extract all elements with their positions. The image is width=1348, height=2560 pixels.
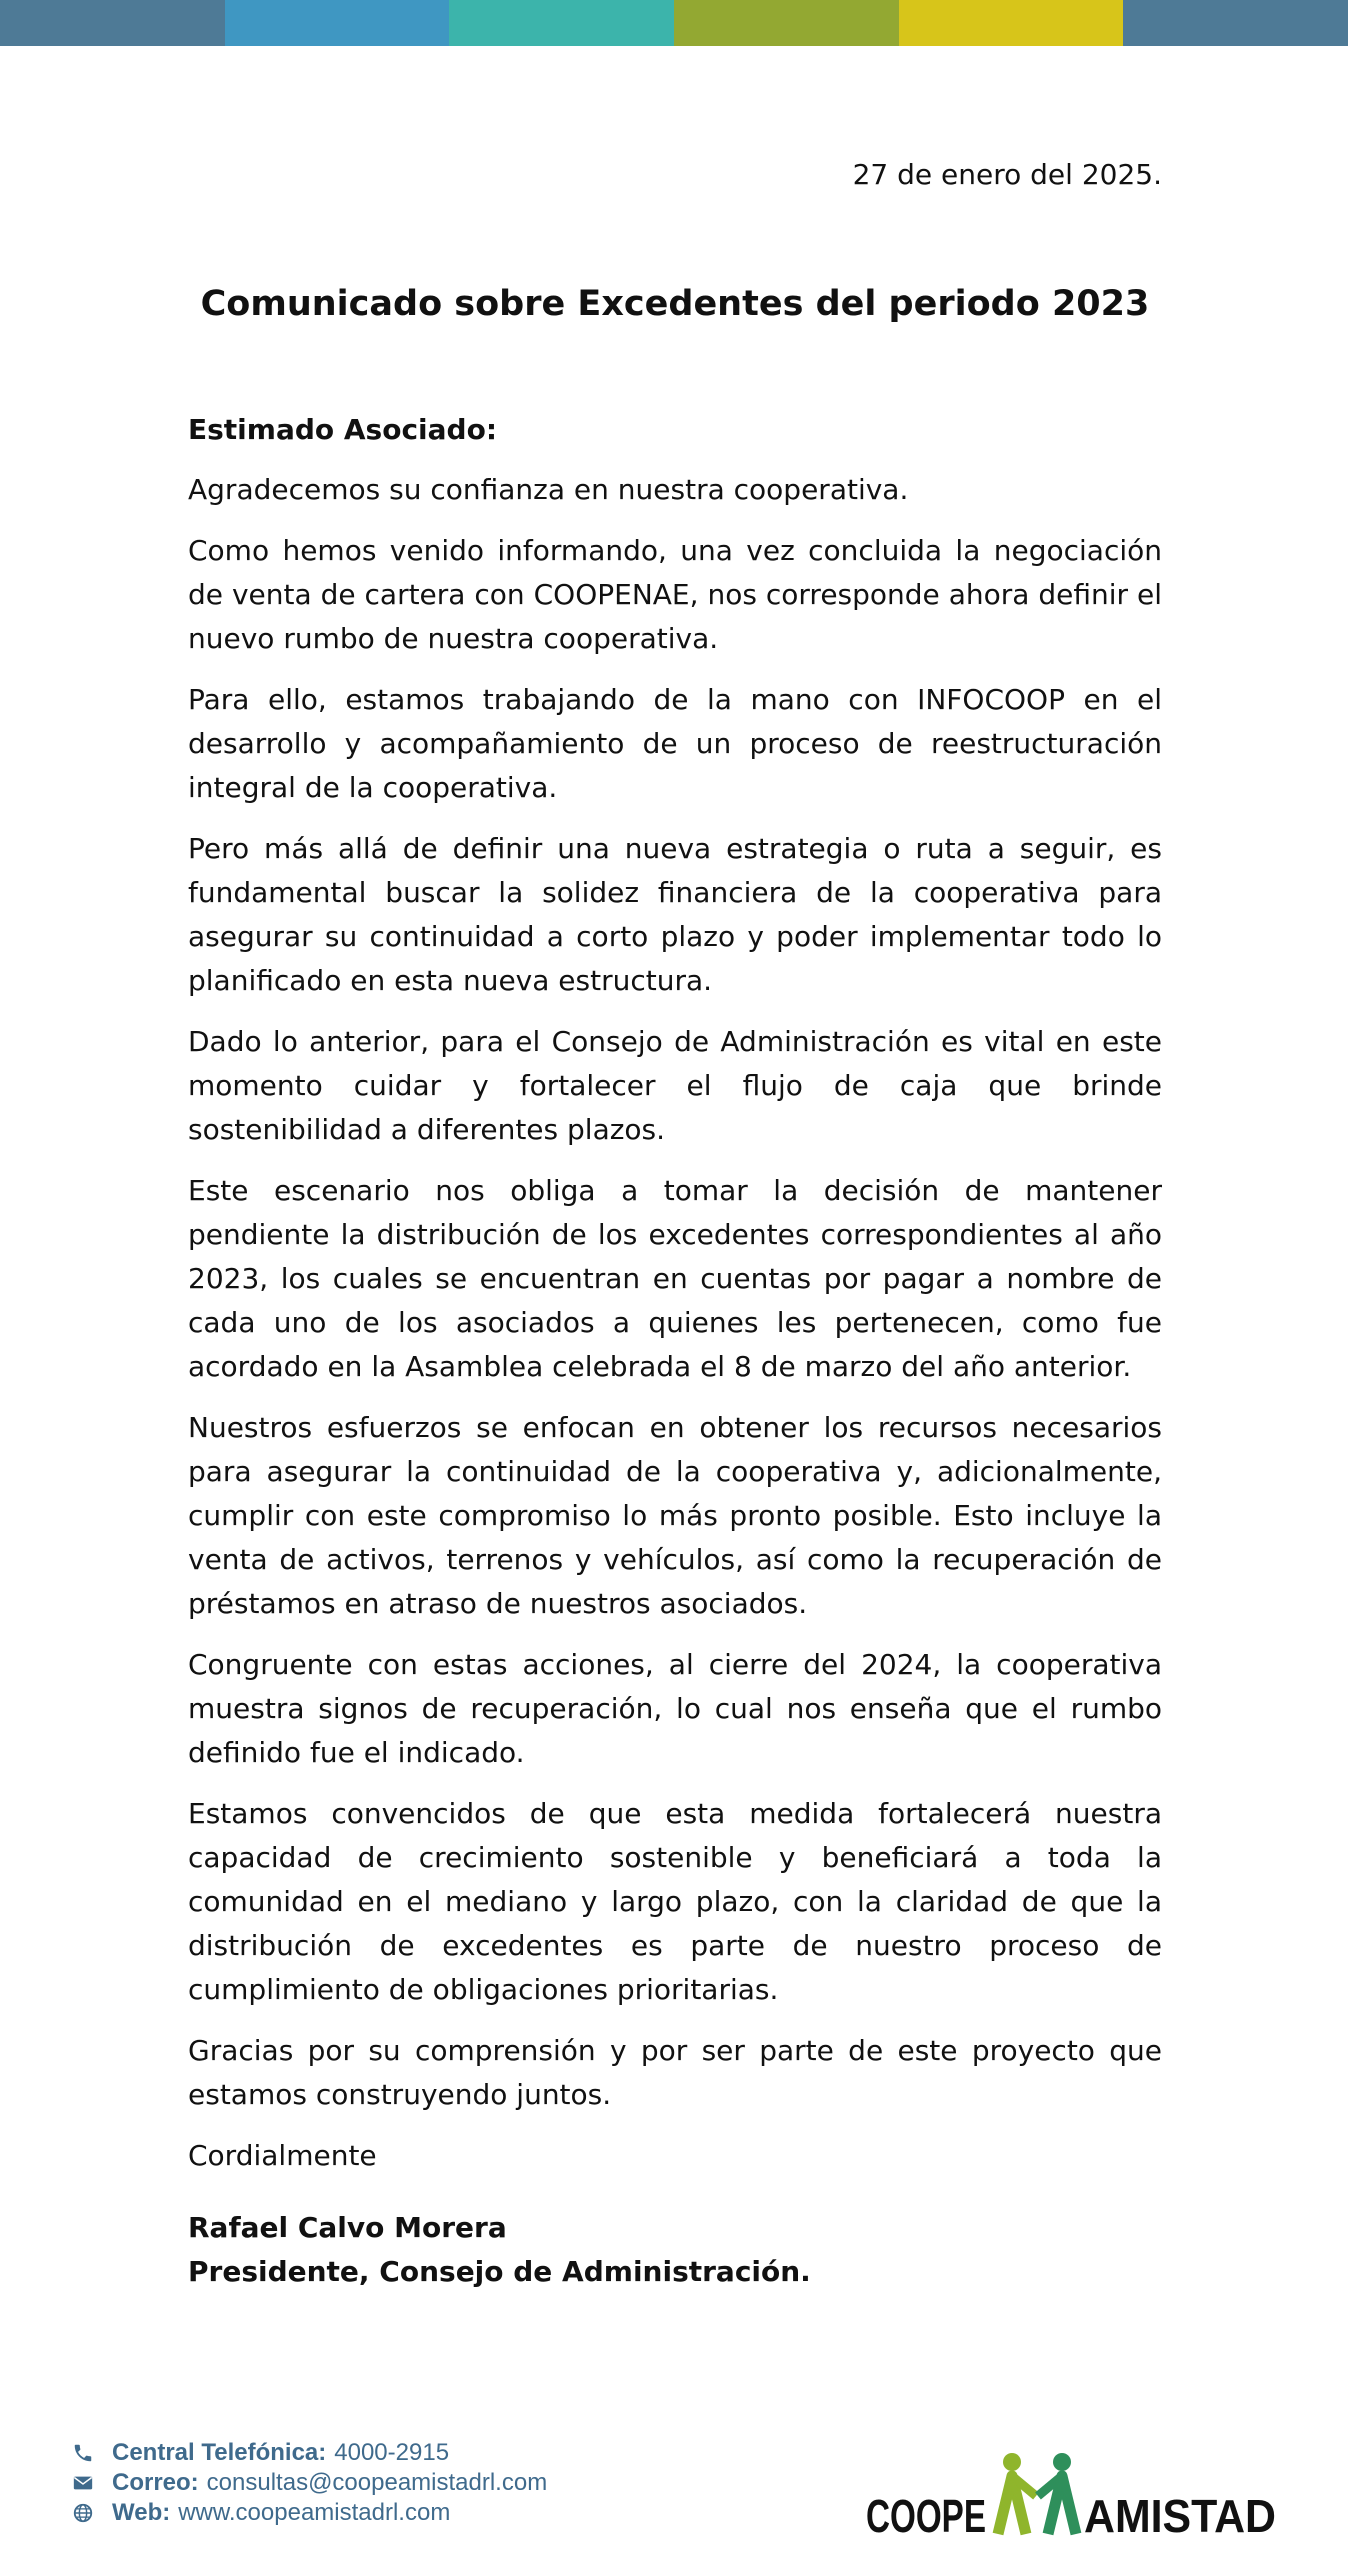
- letter-date: 27 de enero del 2025.: [852, 158, 1162, 191]
- color-band-segment: [899, 0, 1124, 46]
- closing: Cordialmente: [188, 2139, 377, 2172]
- svg-text:AMISTAD: AMISTAD: [1084, 2490, 1276, 2538]
- color-band-segment: [674, 0, 899, 46]
- paragraph: Agradecemos su confianza en nuestra cooperativa.: [188, 473, 909, 506]
- paragraph: Pero más allá de definir una nueva estrategia o ruta a seguir, es fundamental buscar la solidez financiera de la cooperativa para asegurar su continuidad a corto plazo y poder implementar todo lo planificado en esta nueva estructura.: [188, 832, 1162, 997]
- color-band-segment: [449, 0, 674, 46]
- paragraph: Este escenario nos obliga a tomar la decisión de mantener pendiente la distribución de los excedentes correspondientes al año 2023, los cuales se encuentran en cuentas por pagar a nombre de cada uno de los asociados a quienes les pertenecen, como fue acordado en la Asamblea celebrada el 8 de marzo del año anterior.: [188, 1174, 1162, 1383]
- people-emblem-icon: [998, 2453, 1076, 2534]
- contact-web: [72, 2498, 712, 2528]
- envelope-icon: [72, 2472, 94, 2494]
- footer-contact: [72, 2438, 712, 2528]
- paragraph: Para ello, estamos trabajando de la mano con INFOCOOP en el desarrollo y acompañamiento de un proceso de reestructuración integral de la cooperativa.: [188, 683, 1162, 804]
- paragraph: Congruente con estas acciones, al cierre del 2024, la cooperativa muestra signos de recuperación, lo cual nos enseña que el rumbo definido fue el indicado.: [188, 1648, 1162, 1769]
- contact-email: [72, 2468, 712, 2498]
- color-band-segment: [0, 0, 225, 46]
- signature-block: [188, 2206, 1162, 2294]
- paragraph: Dado lo anterior, para el Consejo de Administración es vital en este momento cuidar y fortalecer el flujo de caja que brinde sostenibilidad a diferentes plazos.: [188, 1025, 1162, 1146]
- letter-body: [188, 408, 1162, 2178]
- signatory-name: Rafael Calvo Morera: [188, 2211, 507, 2244]
- paragraph: Nuestros esfuerzos se enfocan en obtener los recursos necesarios para asegurar la continuidad de la cooperativa y, adicionalmente, cumplir con este compromiso lo más pronto posible. Esto incluye la venta de activos, terrenos y vehículos, así como la recuperación de préstamos en atraso de nuestros asociados.: [188, 1411, 1162, 1620]
- email-label: Correo:: [112, 2469, 199, 2496]
- paragraph: Gracias por su comprensión y por ser parte de este proyecto que estamos construyendo juntos.: [188, 2034, 1162, 2111]
- greeting: Estimado Asociado:: [188, 413, 498, 446]
- coopeamistad-logo: [862, 2448, 1282, 2538]
- header-color-band: [0, 0, 1348, 46]
- color-band-segment: [225, 0, 450, 46]
- signatory-role: Presidente, Consejo de Administración.: [188, 2255, 811, 2288]
- email-link[interactable]: consultas@coopeamistadrl.com: [206, 2469, 548, 2496]
- globe-icon: [72, 2502, 94, 2524]
- color-band-segment: [1123, 0, 1348, 46]
- paragraph: Como hemos venido informando, una vez concluida la negociación de venta de cartera con COOPENAE, nos corresponde ahora definir el nuevo rumbo de nuestra cooperativa.: [188, 534, 1162, 655]
- phone-icon: [72, 2442, 94, 2464]
- paragraph: Estamos convencidos de que esta medida fortalecerá nuestra capacidad de crecimiento sostenible y beneficiará a toda la comunidad en el mediano y largo plazo, con la claridad de que la distribución de excedentes es parte de nuestro proceso de cumplimiento de obligaciones prioritarias.: [188, 1797, 1162, 2006]
- contact-phone: [72, 2438, 712, 2468]
- web-label: Web:: [112, 2499, 171, 2526]
- web-link[interactable]: www.coopeamistadrl.com: [178, 2499, 451, 2526]
- phone-label: Central Telefónica:: [112, 2439, 327, 2466]
- letter-title: Comunicado sobre Excedentes del periodo 2023: [200, 284, 1150, 324]
- svg-text:COOPE: COOPE: [866, 2490, 986, 2538]
- phone-value: 4000-2915: [334, 2439, 450, 2466]
